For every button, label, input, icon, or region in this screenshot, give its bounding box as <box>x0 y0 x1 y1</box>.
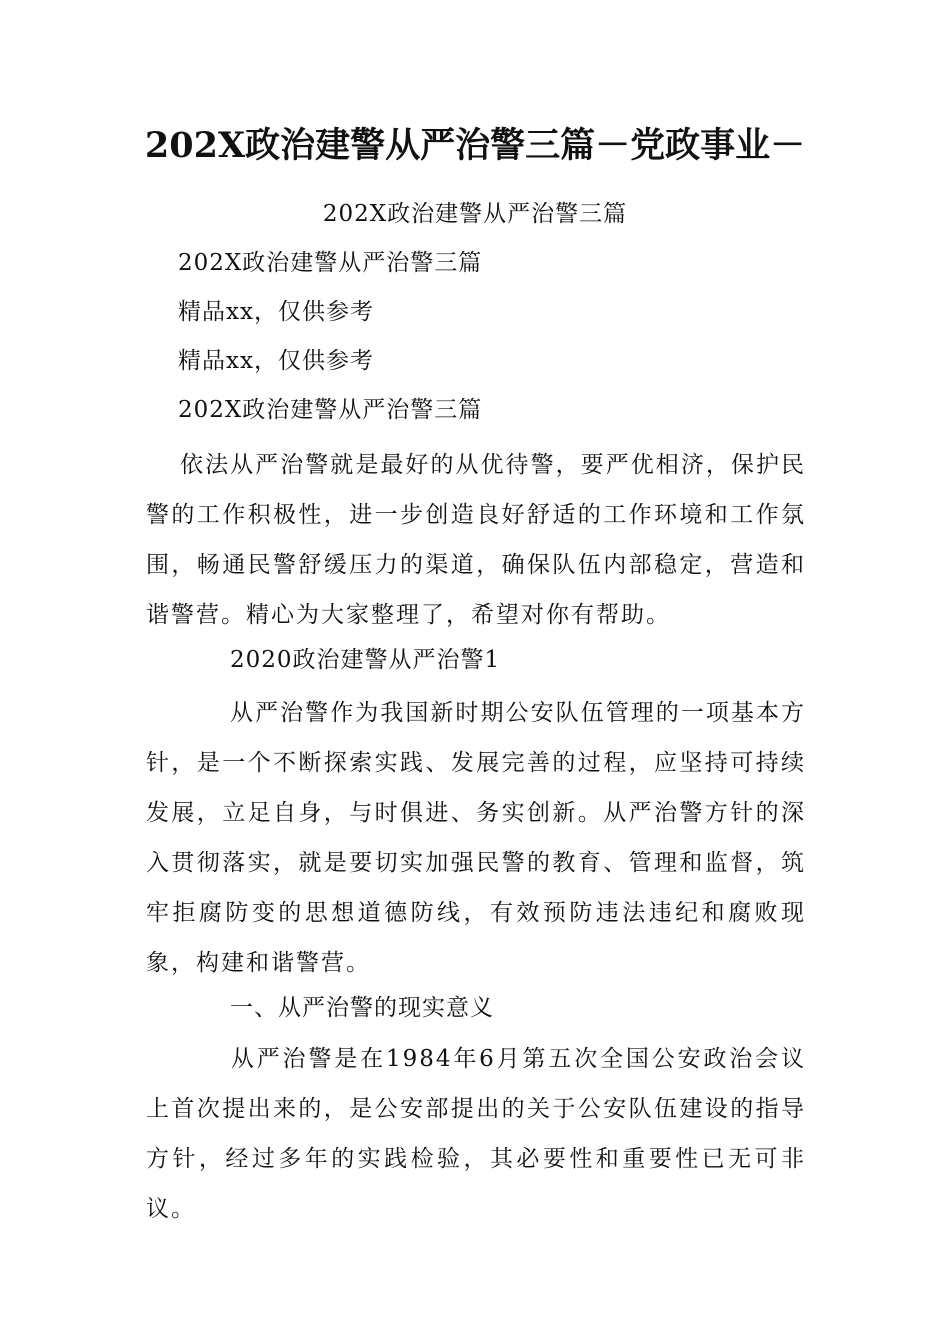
intro-paragraph-text: 依法从严治警就是最好的从优待警，要严优相济，保护民警的工作积极性，进一步创造良好舒适的工作环境和工作氛围，畅通民警舒缓压力的渠道，确保队伍内部稳定，营造和谐警营。精心为大家整理了，希望对你有帮助。 <box>146 452 806 628</box>
paragraph-1-text: 从严治警作为我国新时期公安队伍管理的一项基本方针，是一个不断探索实践、发展完善的过程，应坚持可持续发展，立足自身，与时俱进、务实创新。从严治警方针的深入贯彻落实，就是要切实加强民警的教育、管理和监督，筑牢拒腐防变的思想道德防线，有效预防违法违纪和腐败现象，构建和谐警营。 <box>146 700 806 976</box>
header-line-1: 202X政治建警从严治警三篇 <box>178 250 483 276</box>
paragraph-2-text: 从严治警是在1984年6月第五次全国公安政治会议上首次提出来的，是公安部提出的关于公安队伍建设的指导方针，经过多年的实践检验，其必要性和重要性已无可非议。 <box>146 1046 806 1222</box>
section-title: 2020政治建警从严治警1 <box>230 647 501 673</box>
paragraph-1 <box>146 688 806 988</box>
header-line-3: 精品xx，仅供参考 <box>178 348 374 374</box>
document-title: 202X政治建警从严治警三篇－党政事业－ <box>144 125 806 166</box>
paragraph-2 <box>146 1034 806 1234</box>
heading-1: 一、从严治警的现实意义 <box>230 995 494 1021</box>
header-line-4: 202X政治建警从严治警三篇 <box>178 397 483 423</box>
document-subtitle: 202X政治建警从严治警三篇 <box>322 201 628 227</box>
header-line-2: 精品xx，仅供参考 <box>178 299 374 325</box>
intro-paragraph <box>146 440 806 640</box>
